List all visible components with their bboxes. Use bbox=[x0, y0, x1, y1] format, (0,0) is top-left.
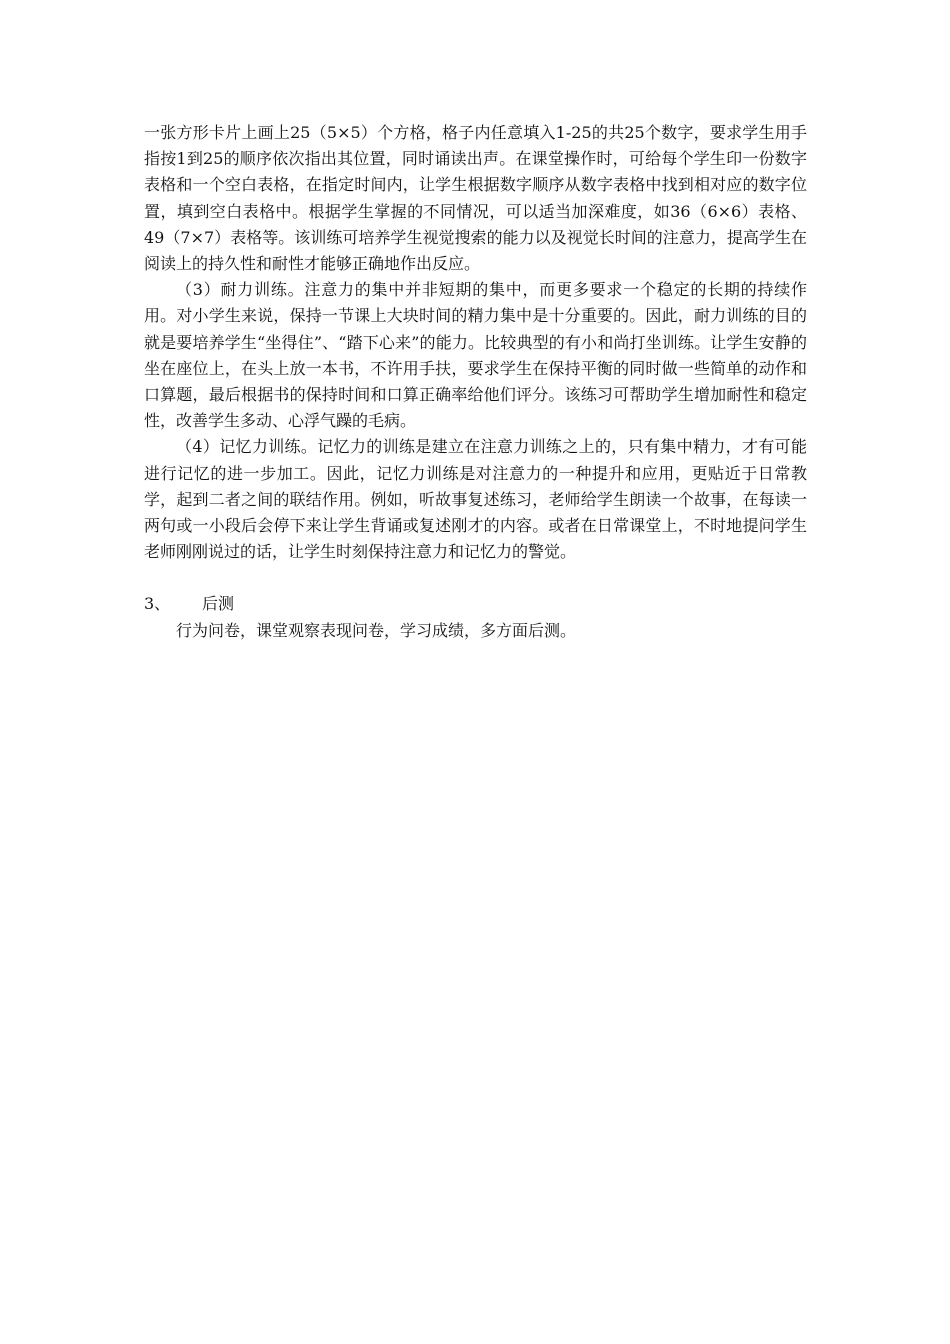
section-number: 3、 bbox=[144, 594, 171, 614]
section-title: 后测 bbox=[202, 594, 235, 614]
section-body: 行为问卷，课堂观察表现问卷，学习成绩，多方面后测。 bbox=[176, 620, 577, 640]
section-heading bbox=[144, 591, 807, 617]
section-spacer bbox=[144, 565, 807, 591]
paragraph-number-grid-training: 一张方形卡片上画上25（5×5）个方格，格子内任意填入1-25的共25个数字，要求学生用手指按1到25的顺序依次指出其位置，同时诵读出声。在课堂操作时，可给每个学生印一份数字表格和一个空白表格，在指定时间内，让学生根据数字顺序从数字表格中找到相对应的数字位置，填到空白表格中。根据学生掌握的不同情况，可以适当加深难度，如36（6×6）表格、49（7×7）表格等。该训练可培养学生视觉搜索的能力以及视觉长时间的注意力，提高学生在阅读上的持久性和耐性才能够正确地作出反应。 bbox=[144, 123, 807, 274]
document-body bbox=[144, 120, 807, 644]
paragraph-memory-training: （4）记忆力训练。记忆力的训练是建立在注意力训练之上的，只有集中精力，才有可能进行记忆的进一步加工。因此，记忆力训练是对注意力的一种提升和应用，更贴近于日常教学，起到二者之间的联结作用。例如，听故事复述练习，老师给学生朗读一个故事，在每读一两句或一小段后会停下来让学生背诵或复述刚才的内容。或者在日常课堂上，不时地提问学生老师刚刚说过的话，让学生时刻保持注意力和记忆力的警觉。 bbox=[144, 437, 807, 562]
paragraph-endurance-training: （3）耐力训练。注意力的集中并非短期的集中，而更多要求一个稳定的长期的持续作用。对小学生来说，保持一节课上大块时间的精力集中是十分重要的。因此，耐力训练的目的就是要培养学生“坐得住”、“踏下心来”的能力。比较典型的有小和尚打坐训练。让学生安静的坐在座位上，在头上放一本书，不许用手扶，要求学生在保持平衡的同时做一些简单的动作和口算题，最后根据书的保持时间和口算正确率给他们评分。该练习可帮助学生增加耐性和稳定性，改善学生多动、心浮气躁的毛病。 bbox=[144, 280, 807, 431]
